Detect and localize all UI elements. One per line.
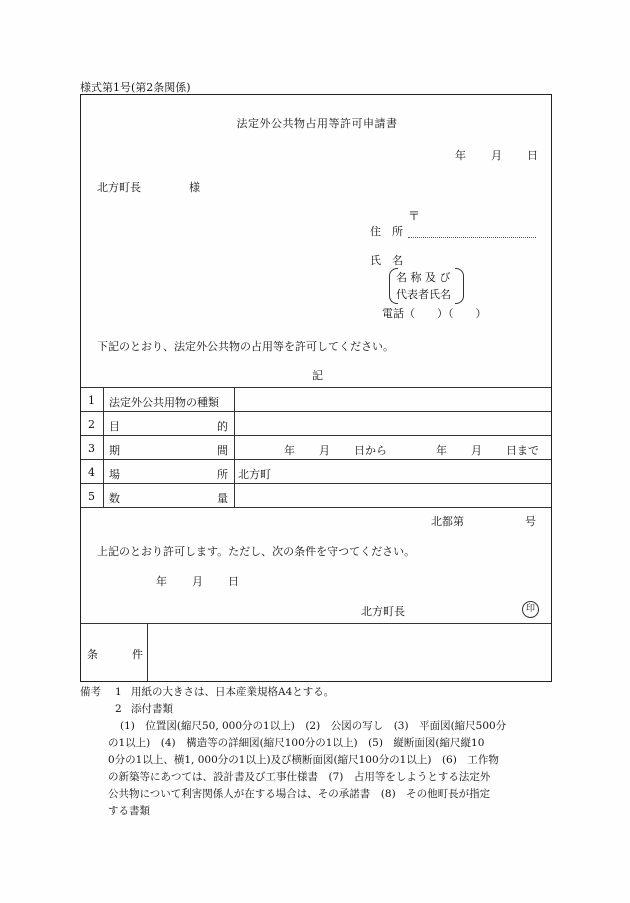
note1-text: 用紙の大きさは、日本産業規格A4とする。 <box>131 686 335 698</box>
row-label-period-right: 間 <box>217 444 228 457</box>
approval-month: 月 <box>192 575 203 588</box>
period-month: 月 <box>319 444 330 457</box>
row-label-quantity-right: 量 <box>217 492 228 505</box>
row-label-type: 法定外公共用物の種類 <box>109 396 219 409</box>
address-field-line[interactable] <box>408 237 536 238</box>
application-form <box>80 94 552 682</box>
row-num: 2 <box>88 418 95 431</box>
row-label-place-left: 場 <box>109 468 120 481</box>
table-bottom-rule <box>81 507 551 508</box>
permit-number-prefix: 北都第 <box>431 515 464 528</box>
right-bracket <box>455 268 464 304</box>
table-col-rule <box>103 387 104 507</box>
attach-line: 公共物について利害関係人が在する場合は、その承諾書 (8) その他町長が指定 <box>108 788 491 800</box>
ki-label: 記 <box>312 369 323 382</box>
request-text: 下記のとおり、法定外公共物の占用等を許可してください。 <box>97 340 394 353</box>
date-year-label: 年 <box>455 149 466 162</box>
corp-name-line1: 名 称 及 び <box>396 271 451 284</box>
period-to: 日まで <box>506 444 539 457</box>
date-day-label: 日 <box>527 149 538 162</box>
conditions-col-rule <box>147 623 148 681</box>
row-label-purpose-left: 目 <box>109 420 120 433</box>
permit-number-suffix: 号 <box>525 515 536 528</box>
conditions-top-rule <box>81 623 551 624</box>
addressee-honorific: 様 <box>189 181 200 194</box>
attach-line: 0分の1以上、横1, 000分の1以上)及び横断面図(縮尺100分の1以上) (6) 工作物 <box>108 754 499 766</box>
note2-number: 2 <box>115 703 122 715</box>
address-label: 住 所 <box>370 225 403 238</box>
period-from: 日から <box>354 444 387 457</box>
attach-line: の新築等にあつては、設計書及び工事仕様書 (7) 占用等をしようとする法定外 <box>108 771 491 783</box>
conditions-label-left: 条 <box>87 648 98 661</box>
table-top-rule <box>81 387 551 388</box>
table-rule <box>81 483 551 484</box>
row-num: 4 <box>88 466 95 479</box>
row-num: 5 <box>88 490 95 503</box>
conditions-label-right: 件 <box>132 648 143 661</box>
issuer: 北方町長 <box>361 605 405 618</box>
form-title: 法定外公共物占用等許可申請書 <box>236 117 398 130</box>
period-month2: 月 <box>471 444 482 457</box>
attach-line: (1) 位置図(縮尺50, 000分の1以上) (2) 公図の写し (3) 平面図(縮尺500分 <box>120 720 507 732</box>
notes-label: 備考 <box>80 686 101 698</box>
table-rule <box>81 459 551 460</box>
name-label: 氏 名 <box>370 254 403 267</box>
corp-name-line2: 代表者氏名 <box>396 288 451 301</box>
note1-number: 1 <box>115 686 122 698</box>
postal-mark: 〒 <box>408 209 421 223</box>
approval-day: 日 <box>228 575 239 588</box>
table-rule <box>81 411 551 412</box>
table-col-rule <box>234 387 235 507</box>
row-label-period-left: 期 <box>109 444 120 457</box>
period-year: 年 <box>284 444 295 457</box>
date-month-label: 月 <box>491 149 502 162</box>
approval-year: 年 <box>156 575 167 588</box>
note2-text: 添付書類 <box>131 703 173 715</box>
phone-label: 電話（ ）（ ） <box>382 307 487 320</box>
row-label-purpose-right: 的 <box>217 420 228 433</box>
row-num: 1 <box>88 394 95 407</box>
addressee: 北方町長 <box>97 181 141 194</box>
place-value: 北方町 <box>238 468 271 481</box>
seal-mark: 印 <box>522 601 539 618</box>
row-num: 3 <box>88 442 95 455</box>
attach-line: の1以上) (4) 構造等の詳細図(縮尺100分の1以上) (5) 縦断面図(縮尺縦10 <box>108 737 485 749</box>
row-label-place-right: 所 <box>217 468 228 481</box>
period-year2: 年 <box>436 444 447 457</box>
table-rule <box>81 435 551 436</box>
form-number: 様式第1号(第2条関係) <box>80 81 191 94</box>
row-label-quantity-left: 数 <box>109 492 120 505</box>
permit-text: 上記のとおり許可します。ただし、次の条件を守つてください。 <box>97 545 416 558</box>
attach-line: する書類 <box>108 805 150 817</box>
